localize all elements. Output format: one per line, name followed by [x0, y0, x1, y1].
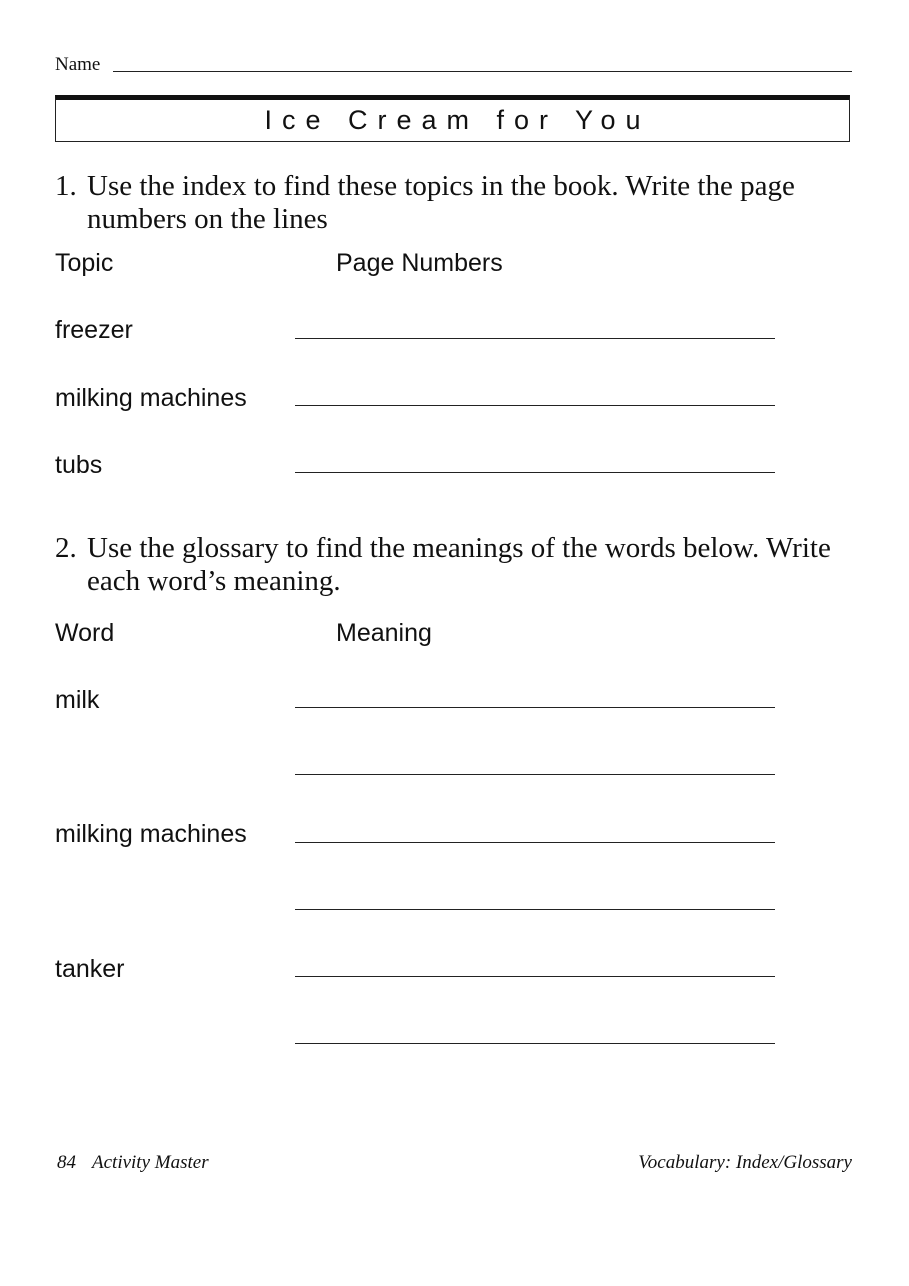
question-2 [55, 532, 855, 598]
answer-line[interactable] [295, 707, 775, 708]
topic-label: freezer [55, 316, 133, 344]
answer-line[interactable] [295, 405, 775, 406]
name-row [55, 54, 852, 76]
word-label: milk [55, 686, 100, 714]
answer-line[interactable] [295, 774, 775, 775]
question-text: Use the index to find these topics in the book. Write the page numbers on the lines [87, 170, 795, 235]
name-label: Name [55, 54, 101, 75]
question-text: Use the glossary to find the meanings of the words below. Write each word’s meaning. [87, 532, 831, 597]
answer-line[interactable] [295, 842, 775, 843]
word-label: milking machines [55, 820, 247, 848]
column-header-meaning: Meaning [336, 619, 432, 647]
answer-line[interactable] [295, 1043, 775, 1044]
column-header-topic: Topic [55, 249, 114, 277]
column-header-page-numbers: Page Numbers [336, 249, 503, 277]
page-title: Ice Cream for You [264, 105, 651, 135]
page-number: 84 [57, 1152, 76, 1173]
column-header-word: Word [55, 619, 115, 647]
answer-line[interactable] [295, 976, 775, 977]
question-number: 1. [55, 170, 77, 202]
title-box [55, 95, 850, 142]
footer-right: Vocabulary: Index/Glossary [638, 1152, 852, 1173]
topic-label: milking machines [55, 384, 247, 412]
answer-line[interactable] [295, 472, 775, 473]
answer-line[interactable] [295, 909, 775, 910]
answer-line[interactable] [295, 338, 775, 339]
word-label: tanker [55, 955, 125, 983]
footer-left [57, 1152, 209, 1174]
topic-label: tubs [55, 451, 103, 479]
question-1 [55, 170, 855, 236]
question-number: 2. [55, 532, 77, 564]
name-field[interactable] [113, 71, 852, 72]
footer-source: Activity Master [92, 1152, 209, 1173]
